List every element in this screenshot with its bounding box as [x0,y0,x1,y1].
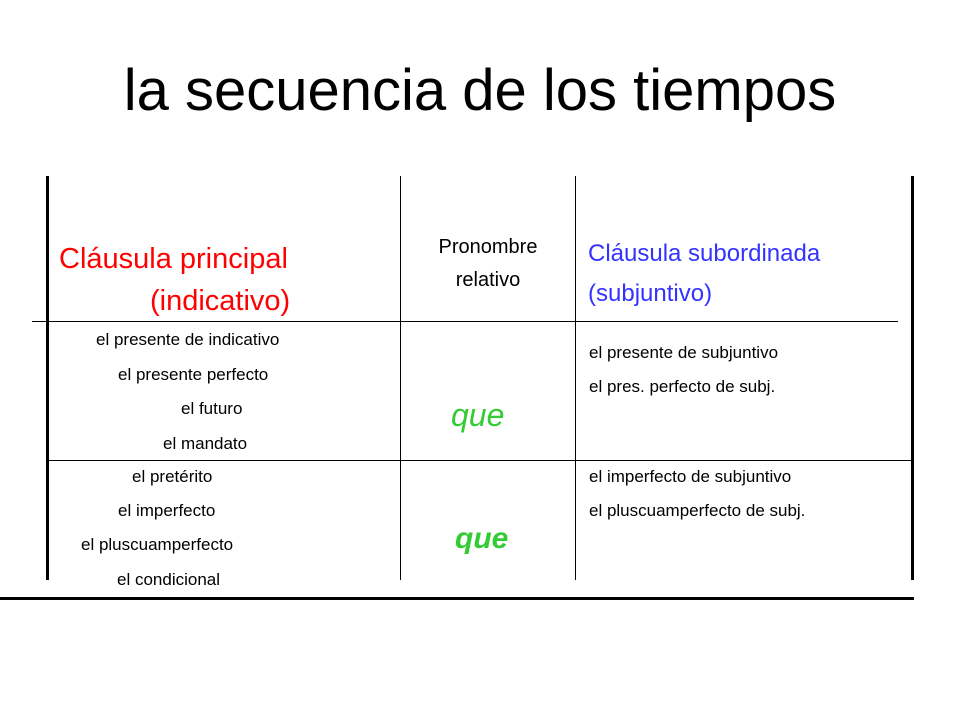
principal-tense: el futuro [181,399,243,418]
subordinada-tense: el imperfecto de subjuntivo [589,467,792,486]
principal-tense: el presente de indicativo [96,330,280,349]
principal-tense: el mandato [163,434,248,453]
table-right-border [911,176,914,580]
principal-tense: el pretérito [132,467,213,486]
page-title: la secuencia de los tiempos [123,58,837,123]
subordinada-header-line1: Cláusula subordinada [588,240,821,267]
pronombre-header-line1: Pronombre [438,236,538,258]
table-bottom-border [0,597,914,600]
subordinada-header-line2: (subjuntivo) [588,280,713,307]
relative-pronoun-que: que [455,522,509,555]
subordinada-tense: el presente de subjuntivo [589,343,779,362]
subordinada-tense: el pres. perfecto de subj. [589,377,776,396]
principal-header-line1: Cláusula principal [59,243,288,275]
pronombre-header-line2: relativo [455,269,521,291]
relative-pronoun-que: que [451,397,505,433]
table-left-border [46,176,49,580]
principal-tense: el imperfecto [118,501,216,520]
principal-tense: el condicional [117,570,221,589]
principal-tense: el pluscuamperfecto [81,535,234,554]
subordinada-tense: el pluscuamperfecto de subj. [589,501,806,520]
principal-tense: el presente perfecto [118,365,269,384]
principal-header-line2: (indicativo) [150,285,291,317]
